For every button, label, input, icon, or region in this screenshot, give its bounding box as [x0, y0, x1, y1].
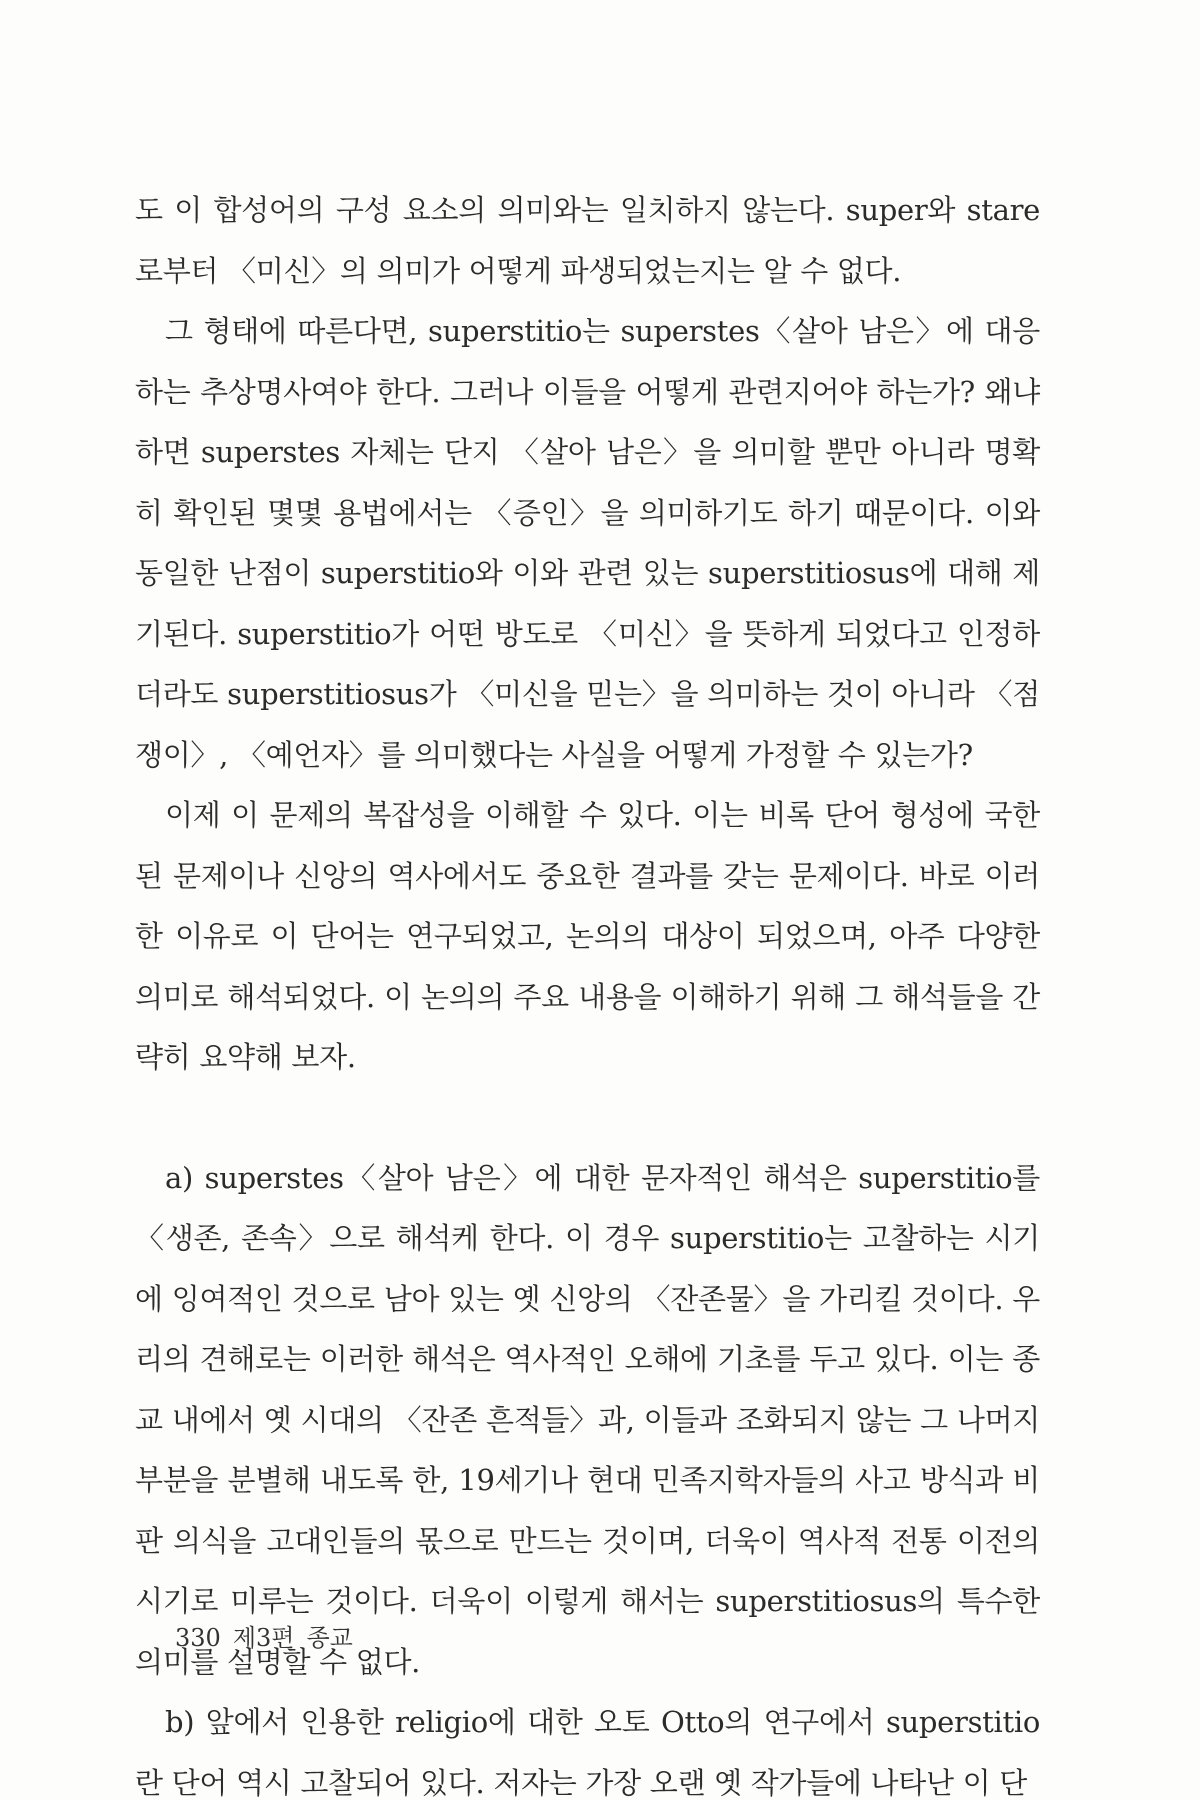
paragraph-gap: [135, 1088, 1040, 1148]
part-label: 제3편: [232, 1624, 295, 1652]
page-number: 330: [175, 1624, 221, 1652]
paragraph-interpretation-a: a) superstes〈살아 남은〉에 대한 문자적인 해석은 superstitio를 〈생존, 존속〉으로 해석케 한다. 이 경우 superstitio는 고찰하는 시기에 잉여적인 것으로 남아 있는 옛 신앙의 〈잔존물〉을 가리킬 것이다. 우리의 견해로는 이러한 해석은 역사적인 오해에 기초를 두고 있다. 이는 종교 내에서 옛 시대의 〈잔존 흔적들〉과, 이들과 조화되지 않는 그 나머지 부분을 분별해 내도록 한, 19세기나 현대 민족지학자들의 사고 방식과 비판 의식을 고대인들의 몫으로 만드는 것이며, 더욱이 역사적 전통 이전의 시기로 미루는 것이다. 더욱이 이렇게 해서는 superstitiosus의 특수한 의미를 설명할 수 없다.: [135, 1160, 1040, 1679]
section-label: 종교: [306, 1624, 353, 1652]
body-text: [135, 180, 1040, 1813]
page-footer: [175, 1618, 365, 1653]
paragraph-interpretation-b: b) 앞에서 인용한 religio에 대한 오토 Otto의 연구에서 superstitio란 단어 역시 고찰되어 있다. 저자는 가장 오랜 옛 작가들에 나타난 이 단: [135, 1705, 1040, 1800]
paragraph-continuation: 도 이 합성어의 구성 요소의 의미와는 일치하지 않는다. super와 stare 로부터 〈미신〉의 의미가 어떻게 파생되었는지는 알 수 없다.: [135, 193, 1040, 288]
paragraph-complexity: 이제 이 문제의 복잡성을 이해할 수 있다. 이는 비록 단어 형성에 국한된 문제이나 신앙의 역사에서도 중요한 결과를 갖는 문제이다. 바로 이러한 이유로 이 단어는 연구되었고, 논의의 대상이 되었으며, 아주 다양한 의미로 해석되었다. 이 논의의 주요 내용을 이해하기 위해 그 해석들을 간략히 요약해 보자.: [135, 798, 1040, 1074]
paragraph-superstes: 그 형태에 따른다면, superstitio는 superstes〈살아 남은〉에 대응하는 추상명사여야 한다. 그러나 이들을 어떻게 관련지어야 하는가? 왜냐하면 superstes 자체는 단지 〈살아 남은〉을 의미할 뿐만 아니라 명확히 확인된 몇몇 용법에서는 〈증인〉을 의미하기도 하기 때문이다. 이와 동일한 난점이 superstitio와 이와 관련 있는 superstitiosus에 대해 제기된다. superstitio가 어떤 방도로 〈미신〉을 뜻하게 되었다고 인정하더라도 superstitiosus가 〈미신을 믿는〉을 의미하는 것이 아니라 〈점쟁이〉, 〈예언자〉를 의미했다는 사실을 어떻게 가정할 수 있는가?: [135, 314, 1040, 772]
